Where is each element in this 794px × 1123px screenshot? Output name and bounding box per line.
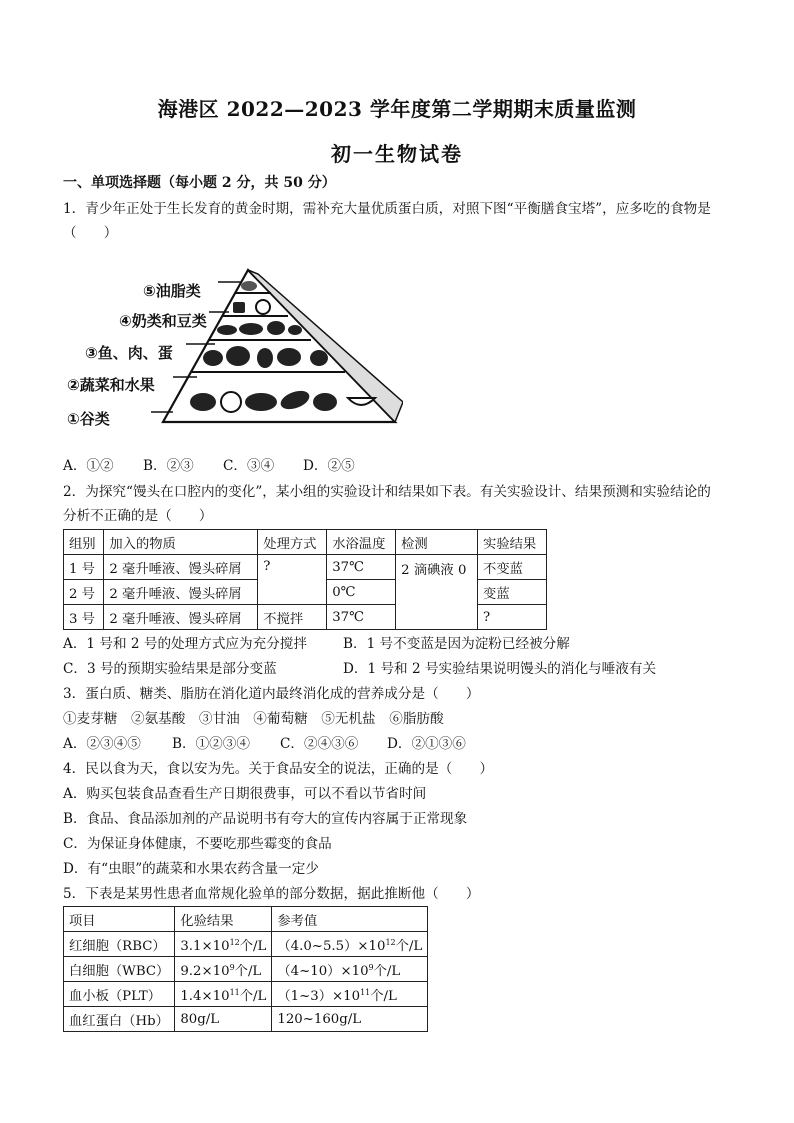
table-cell: 3 号 — [64, 605, 104, 630]
table-cell: 1 号 — [64, 555, 104, 580]
table-cell-reference: $(1\sim 3)\times 10^{11}$个/L — [272, 982, 428, 1007]
q2-stem-line2: 分析不正确的是（ ） — [63, 508, 213, 524]
q1-stem-line2: （ ） — [63, 225, 118, 241]
section-heading: 一、单项选择题（每小题 2 分，共 50 分） — [63, 175, 336, 191]
table-header-row — [64, 530, 547, 555]
table-cell-result: $3.1\times 10^{12}$个/L — [175, 932, 272, 957]
q3-option-a[interactable]: A．②③④⑤ — [63, 736, 141, 752]
table-header: 项目 — [64, 907, 175, 932]
table-header: 实验结果 — [478, 530, 547, 555]
table-cell-item: 白细胞（WBC） — [64, 957, 175, 982]
table-cell-result: 80g/L — [175, 1007, 272, 1032]
table-cell: 2 毫升唾液、馒头碎屑 — [104, 605, 258, 630]
table-cell: 0℃ — [327, 580, 396, 605]
q3-option-b[interactable]: B．①②③④ — [172, 736, 250, 752]
table-cell: 37℃ — [327, 605, 396, 630]
q1-option-a[interactable]: A．①② — [63, 458, 114, 474]
table-cell: 2 号 — [64, 580, 104, 605]
table-cell: 37℃ — [327, 555, 396, 580]
q3-option-d[interactable]: D．②①③⑥ — [387, 736, 466, 752]
q3-option-c[interactable]: C．②④③⑥ — [280, 736, 359, 752]
q2-stem-line1: 2．为探究“馒头在口腔内的变化”，某小组的实验设计和结果如下表。有关实验设计、结果预测和实验结论的 — [63, 484, 711, 500]
q4-option-a[interactable]: A．购买包装食品查看生产日期很费事，可以不看以节省时间 — [63, 786, 427, 802]
table-cell-result: $9.2\times 10^9$个/L — [175, 957, 272, 982]
table-cell-reference: $(4\sim 10)\times 10^9$个/L — [272, 957, 428, 982]
table-header: 处理方式 — [258, 530, 327, 555]
table-cell-item: 血红蛋白（Hb） — [64, 1007, 175, 1032]
table-cell: ? — [478, 605, 547, 630]
table-header: 组别 — [64, 530, 104, 555]
table-header-row — [64, 907, 428, 932]
table-cell: ? — [258, 555, 327, 605]
table-cell-reference: 120~160g/L — [272, 1007, 428, 1032]
food-pyramid-figure — [63, 262, 403, 442]
q1-option-b[interactable]: B．②③ — [143, 458, 194, 474]
table-header: 检测 — [396, 530, 478, 555]
q2-option-c[interactable]: C．3 号的预期实验结果是部分变蓝 — [63, 661, 277, 677]
table-header: 参考值 — [272, 907, 428, 932]
table-cell: 2 毫升唾液、馒头碎屑 — [104, 580, 258, 605]
table-cell: 不搅拌 — [258, 605, 327, 630]
q2-option-d[interactable]: D．1 号和 2 号实验结果说明馒头的消化与唾液有关 — [343, 661, 657, 677]
table-cell-item: 血小板（PLT） — [64, 982, 175, 1007]
table-cell: 2 滴碘液 0 — [396, 555, 478, 630]
pyramid-label-oils: ⑤油脂类 — [143, 282, 201, 300]
exam-subtitle: 初一生物试卷 — [331, 142, 463, 166]
blood-test-table — [63, 906, 428, 1032]
table-header: 化验结果 — [175, 907, 272, 932]
table-header: 加入的物质 — [104, 530, 258, 555]
experiment-table — [63, 529, 547, 630]
pyramid-label-grains: ①谷类 — [67, 410, 110, 428]
pyramid-label-dairy: ④奶类和豆类 — [119, 312, 207, 330]
q5-stem: 5．下表是某男性患者血常规化验单的部分数据，据此推断他（ ） — [63, 886, 480, 902]
q1-option-d[interactable]: D．②⑤ — [303, 458, 355, 474]
pyramid-label-vegetables: ②蔬菜和水果 — [67, 376, 155, 394]
q4-stem: 4．民以食为天，食以安为先。关于食品安全的说法，正确的是（ ） — [63, 761, 494, 777]
q4-option-d[interactable]: D．有“虫眼”的蔬菜和水果农药含量一定少 — [63, 861, 319, 877]
q3-stem: 3．蛋白质、糖类、脂肪在消化道内最终消化成的营养成分是（ ） — [63, 686, 480, 702]
table-cell: 变蓝 — [478, 580, 547, 605]
exam-title: 海港区 2022—2023 学年度第二学期期末质量监测 — [157, 97, 637, 121]
pyramid-label-meat: ③鱼、肉、蛋 — [85, 344, 173, 362]
table-row — [64, 957, 428, 982]
q2-option-a[interactable]: A．1 号和 2 号的处理方式应为充分搅拌 — [63, 636, 307, 652]
q4-option-b[interactable]: B．食品、食品添加剂的产品说明书有夸大的宣传内容属于正常现象 — [63, 811, 468, 827]
q1-option-c[interactable]: C．③④ — [223, 458, 275, 474]
q3-items: ①麦芽糖 ②氨基酸 ③甘油 ④葡萄糖 ⑤无机盐 ⑥脂肪酸 — [63, 711, 444, 727]
table-cell-item: 红细胞（RBC） — [64, 932, 175, 957]
table-cell: 不变蓝 — [478, 555, 547, 580]
table-row — [64, 1007, 428, 1032]
table-row — [64, 932, 428, 957]
table-cell-reference: $(4.0\sim 5.5)\times 10^{12}$个/L — [272, 932, 428, 957]
q1-stem-line1: 1．青少年正处于生长发育的黄金时期，需补充大量优质蛋白质，对照下图“平衡膳食宝塔”，应多吃的食物是 — [63, 201, 711, 217]
table-row — [64, 982, 428, 1007]
table-row — [64, 555, 547, 580]
q2-option-b[interactable]: B．1 号不变蓝是因为淀粉已经被分解 — [343, 636, 570, 652]
q4-option-c[interactable]: C．为保证身体健康，不要吃那些霉变的食品 — [63, 836, 332, 852]
table-cell: 2 毫升唾液、馒头碎屑 — [104, 555, 258, 580]
table-header: 水浴温度 — [327, 530, 396, 555]
table-cell-result: $1.4\times 10^{11}$个/L — [175, 982, 272, 1007]
